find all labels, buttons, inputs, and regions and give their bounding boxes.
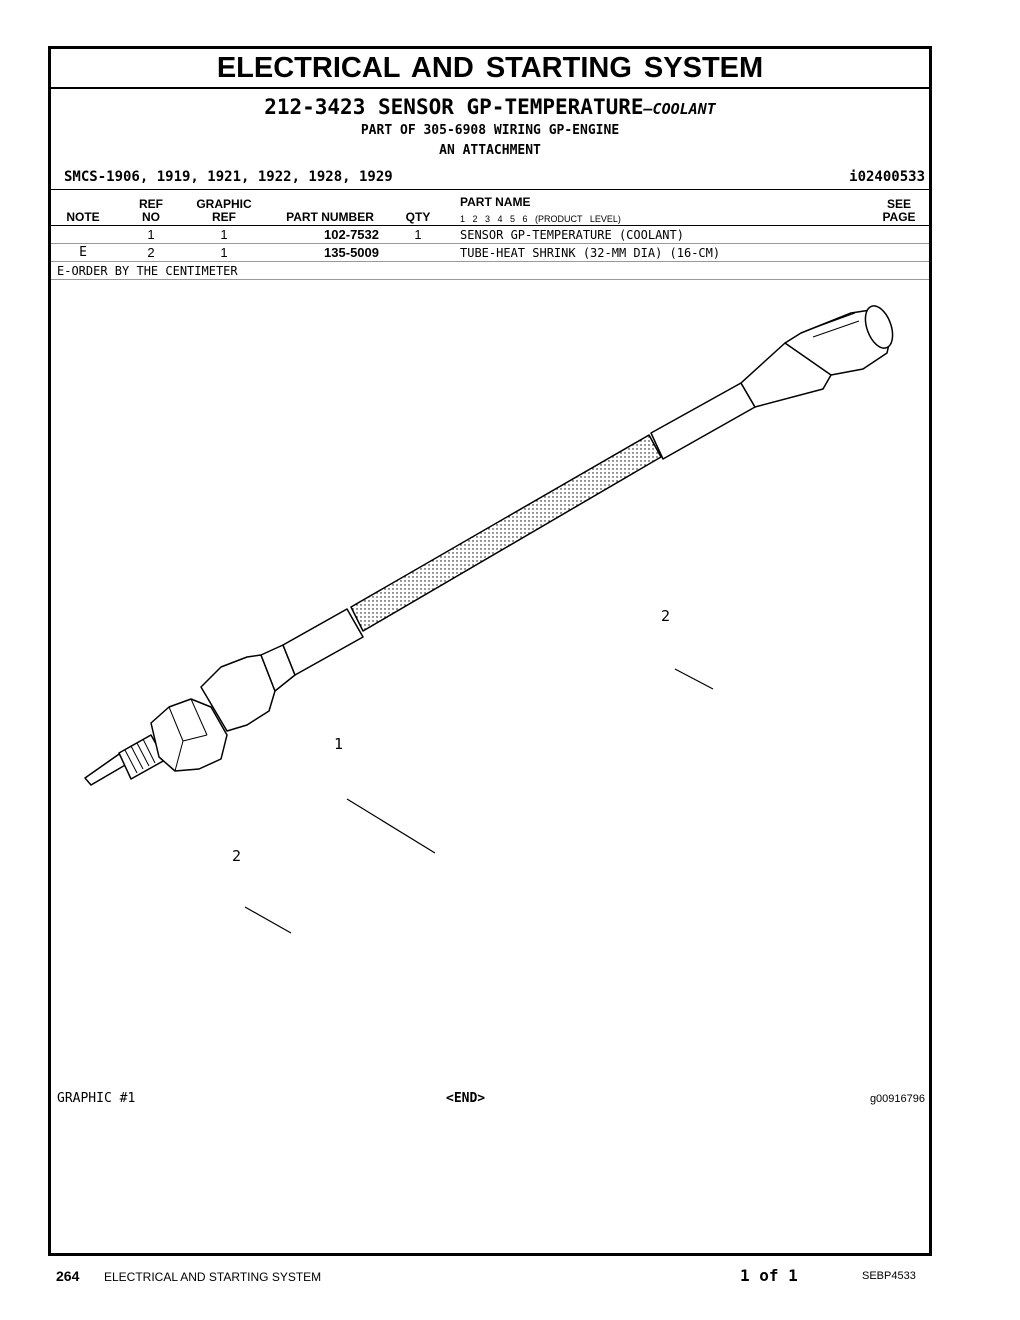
group-part-number: 212-3423 (264, 95, 366, 119)
row-rule (51, 243, 929, 244)
callout-leader-2-upper (675, 669, 713, 689)
header-ref-bottom: NO (142, 210, 160, 224)
callout-2-lower: 2 (232, 847, 242, 865)
row-part-number: 102-7532 (324, 227, 379, 242)
header-product-levels: 1 2 3 4 5 6 (PRODUCT LEVEL) (460, 214, 621, 224)
row-note: E (79, 245, 87, 260)
row-ref: 1 (147, 227, 155, 242)
part-of-line: PART OF 305-6908 WIRING GP-ENGINE (360, 123, 620, 138)
row-part-name: TUBE-HEAT SHRINK (32-MM DIA) (16-CM) (460, 246, 721, 260)
footer-section: ELECTRICAL AND STARTING SYSTEM (104, 1270, 322, 1284)
graphic-label: GRAPHIC #1 (57, 1091, 136, 1106)
smcs-codes: SMCS-1906, 1919, 1921, 1922, 1928, 1929 (64, 169, 393, 185)
callout-2-upper: 2 (661, 607, 671, 625)
row-ref: 2 (147, 245, 155, 260)
group-title (51, 95, 929, 121)
page-count: 1 of 1 (740, 1266, 798, 1285)
header-graphic-bottom: REF (212, 210, 236, 224)
header-bottom-rule (51, 225, 929, 226)
row-qty: 1 (414, 227, 422, 242)
row-graphic: 1 (220, 227, 228, 242)
header-ref-top: REF (139, 197, 163, 211)
document-ident: i02400533 (849, 169, 925, 185)
graphic-id: g00916796 (869, 1093, 925, 1105)
callout-1: 1 (334, 735, 344, 753)
group-name: SENSOR GP-TEMPERATURE (378, 95, 644, 119)
group-suffix: –COOLANT (643, 100, 716, 118)
callout-leader-2-lower (245, 907, 291, 933)
upper-shrink-tube (651, 383, 755, 459)
row-part-number: 135-5009 (324, 245, 379, 260)
page-number: 264 (56, 1268, 80, 1284)
callout-leader-1 (347, 799, 435, 853)
header-see-top: SEE (886, 197, 911, 211)
lower-shrink-tube (283, 609, 363, 675)
header-qty: QTY (405, 210, 431, 224)
braided-cable (351, 435, 661, 631)
header-graphic-top: GRAPHIC (196, 197, 252, 211)
section-title: ELECTRICAL AND STARTING SYSTEM (51, 49, 929, 89)
attachment-line: AN ATTACHMENT (439, 143, 541, 158)
footnote: E-ORDER BY THE CENTIMETER (57, 264, 238, 278)
page-frame (48, 46, 932, 1256)
end-marker: <END> (446, 1091, 486, 1106)
header-part-number: PART NUMBER (286, 210, 374, 224)
document-id: SEBP4533 (862, 1270, 916, 1282)
table-top-rule (51, 189, 929, 190)
header-part-name: PART NAME (460, 195, 531, 209)
header-see-bottom: PAGE (882, 210, 916, 224)
row-graphic: 1 (220, 245, 228, 260)
sensor-illustration (51, 279, 929, 1079)
row-part-name: SENSOR GP-TEMPERATURE (COOLANT) (460, 228, 684, 242)
row-rule (51, 261, 929, 262)
header-note: NOTE (66, 210, 100, 224)
